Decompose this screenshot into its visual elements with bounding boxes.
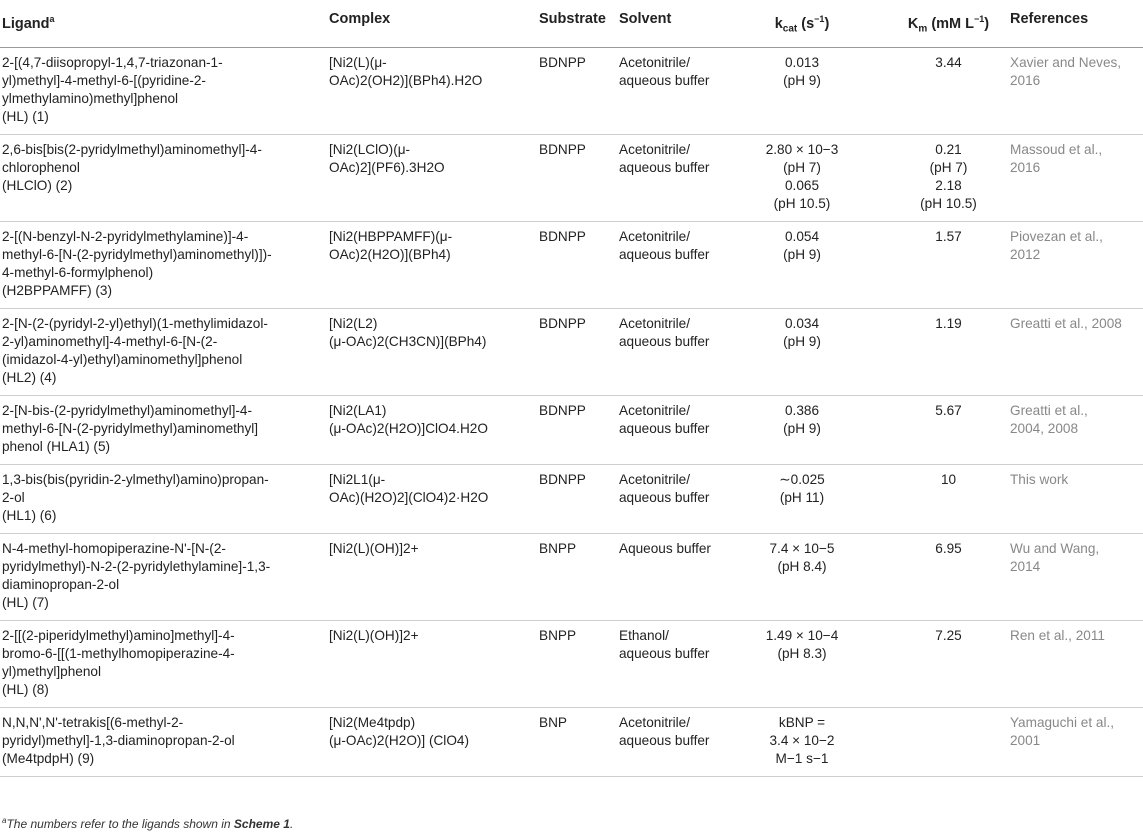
cell-reference [1008,707,1143,776]
kcat-line: M−1 s−1 [775,750,829,766]
cell-solvent [617,464,715,533]
cell-km [891,47,1008,134]
cell-kcat [715,620,891,707]
header-solvent: Solvent [617,4,715,47]
header-ligand: Ligand$^a$ [0,4,327,47]
km-line: 5.67 [935,402,962,418]
kcat-line: (pH 8.3) [777,645,827,661]
ligand-line: 2-[[(2-piperidylmethyl)amino]methyl]-4- [2,627,235,643]
ligand-line: phenol (HLA1) (5) [2,438,111,454]
complex-line: [Ni2(L)(OH)]2+ [329,540,419,556]
ligand-line: 2-yl)aminomethyl]-4-methyl-6-[N-(2- [2,333,218,349]
table-row [0,134,1143,221]
cell-complex [327,308,537,395]
table-row [0,620,1143,707]
ligand-line: 2-[N-(2-(pyridyl-2-yl)ethyl)(1-methylimidazol- [2,315,268,331]
cell-reference [1008,134,1143,221]
kcat-line: (pH 7) [783,159,821,175]
cell-reference [1008,47,1143,134]
ligand-line: N,N,N',N'-tetrakis[(6-methyl-2- [2,714,184,730]
solvent-line: Acetonitrile/ [619,402,691,418]
reference-line: Xavier and Neves, [1010,54,1122,70]
cell-complex [327,221,537,308]
kcat-line: 2.80 × 10−3 [765,141,839,157]
complex-line: OAc)(H2O)2](ClO4)2·H2O [329,489,489,505]
ligand-line: methyl-6-[N-(2-pyridylmethyl)aminomethyl)])- [2,246,272,262]
cell-kcat [715,395,891,464]
cell-ligand [0,620,327,707]
table-row [0,707,1143,776]
complex-line: OAc)2(H2O)](BPh4) [329,246,451,262]
complex-line: [Ni2(HBPPAMFF)(μ- [329,228,453,244]
km-line: 0.21 [935,141,962,157]
cell-substrate: BDNPP [537,308,617,395]
cell-solvent [617,707,715,776]
cell-ligand [0,308,327,395]
reference-line: Greatti et al., [1010,402,1088,418]
cell-kcat [715,308,891,395]
cell-reference [1008,464,1143,533]
cell-complex [327,395,537,464]
km-line: 6.95 [935,540,962,556]
cell-complex [327,620,537,707]
cell-solvent [617,620,715,707]
ligand-line: ylmethylamino)methyl]phenol [2,90,179,106]
ligand-line: yl)methyl]phenol [2,663,101,679]
cell-km [891,134,1008,221]
cell-ligand [0,707,327,776]
km-line: 2.18 [935,177,962,193]
cell-substrate: BNPP [537,533,617,620]
reference-line: Yamaguchi et al., [1010,714,1115,730]
kcat-line: kBNP = [778,714,826,730]
km-line: (pH 10.5) [920,195,977,211]
cell-solvent [617,308,715,395]
solvent-line: Acetonitrile/ [619,141,691,157]
reference-line: 2001 [1010,732,1041,748]
kcat-line: (pH 10.5) [773,195,831,211]
cell-kcat [715,47,891,134]
kcat-line: (pH 9) [783,246,821,262]
solvent-line: aqueous buffer [619,489,710,505]
cell-substrate: BDNPP [537,134,617,221]
cell-complex [327,707,537,776]
reference-line: 2012 [1010,246,1041,262]
cell-reference [1008,620,1143,707]
reference-line: 2004, 2008 [1010,420,1079,436]
complex-line: [Ni2(L)(μ- [329,54,387,70]
cell-kcat [715,533,891,620]
cell-substrate: BNPP [537,620,617,707]
kcat-line: 0.065 [784,177,820,193]
kcat-line: 7.4 × 10−5 [769,540,835,556]
solvent-line: Acetonitrile/ [619,54,691,70]
complex-line: [Ni2(L)(OH)]2+ [329,627,419,643]
cell-substrate: BNP [537,707,617,776]
cell-km [891,707,1008,776]
cell-km [891,395,1008,464]
ligand-line: bromo-6-[[(1-methylhomopiperazine-4- [2,645,235,661]
ligand-line: 2-[N-bis-(2-pyridylmethyl)aminomethyl]-4- [2,402,253,418]
ligand-line: (HLClO) (2) [2,177,73,193]
reference-line: 2016 [1010,159,1041,175]
cell-solvent [617,533,715,620]
kcat-line: 1.49 × 10−4 [765,627,839,643]
km-line: 1.19 [935,315,962,331]
ligand-line: 2-[(N-benzyl-N-2-pyridylmethylamine)]-4- [2,228,249,244]
solvent-line: Acetonitrile/ [619,471,691,487]
ligand-line: (HL) (1) [2,108,49,124]
km-line: 3.44 [935,54,962,70]
kcat-line: (pH 11) [779,489,825,505]
complex-line: [Ni2(LA1) [329,402,387,418]
ligand-line: (H2BPPAMFF) (3) [2,282,113,298]
ligand-line: (HL) (7) [2,594,49,610]
kcat-line: (pH 9) [783,72,821,88]
kcat-line: ∼0.025 [779,471,825,487]
cell-complex [327,134,537,221]
km-line: 10 [940,471,957,487]
complex-line: (μ-OAc)2(H2O)] (ClO4) [329,732,469,748]
complex-line: [Ni2(LClO)(μ- [329,141,411,157]
kcat-line: 0.054 [784,228,820,244]
table-row [0,464,1143,533]
complex-line: (μ-OAc)2(CH3CN)](BPh4) [329,333,487,349]
ligand-line: pyridyl)methyl]-1,3-diaminopropan-2-ol [2,732,235,748]
ligand-line: N-4-methyl-homopiperazine-N'-[N-(2- [2,540,226,556]
complex-line: [Ni2(Me4tpdp) [329,714,416,730]
cell-substrate: BDNPP [537,395,617,464]
complex-line: (μ-OAc)2(H2O)]ClO4.H2O [329,420,488,436]
cell-kcat [715,221,891,308]
cell-solvent [617,47,715,134]
ligand-line: pyridylmethyl)-N-2-(2-pyridylethylamine]-1,3- [2,558,271,574]
cell-km [891,620,1008,707]
kcat-line: (pH 9) [783,420,821,436]
kcat-line: (pH 8.4) [777,558,827,574]
cell-complex [327,464,537,533]
ligand-line: 2-ol [2,489,25,505]
ligand-line: 1,3-bis(bis(pyridin-2-ylmethyl)amino)propan- [2,471,269,487]
km-line: 7.25 [935,627,962,643]
cell-km [891,308,1008,395]
header-complex: Complex [327,4,537,47]
cell-reference [1008,221,1143,308]
ligand-line: 4-methyl-6-formylphenol) [2,264,154,280]
header-references: References [1008,4,1143,47]
header-substrate: Substrate [537,4,617,47]
solvent-line: aqueous buffer [619,159,710,175]
km-line: 1.57 [935,228,962,244]
kcat-line: 0.013 [784,54,820,70]
table-row [0,533,1143,620]
reference-line: 2014 [1010,558,1041,574]
ligand-line: diaminopropan-2-ol [2,576,120,592]
cell-solvent [617,221,715,308]
complex-line: [Ni2L1(μ- [329,471,386,487]
solvent-line: Acetonitrile/ [619,714,691,730]
reference-line: 2016 [1010,72,1041,88]
ligand-line: yl)methyl]-4-methyl-6-[(pyridine-2- [2,72,206,88]
solvent-line: aqueous buffer [619,732,710,748]
km-line: (pH 7) [929,159,968,175]
solvent-line: aqueous buffer [619,72,710,88]
solvent-line: aqueous buffer [619,420,710,436]
kcat-line: 0.034 [784,315,820,331]
cell-kcat [715,707,891,776]
data-table [0,4,1143,777]
complex-line: [Ni2(L2) [329,315,378,331]
cell-substrate: BDNPP [537,464,617,533]
cell-ligand [0,533,327,620]
header-km: $K_m$ (mM $L^{-1}$) [891,4,1008,47]
header-row [0,4,1143,47]
cell-solvent [617,395,715,464]
solvent-line: aqueous buffer [619,333,710,349]
ligand-line: methyl-6-[N-(2-pyridylmethyl)aminomethyl] [2,420,259,436]
footnote: $^a$The numbers refer to the ligands shown in Scheme 1. [2,816,294,831]
reference-line: This work [1010,471,1069,487]
table-body [0,47,1143,776]
ligand-line: (Me4tpdpH) (9) [2,750,95,766]
cell-substrate: BDNPP [537,221,617,308]
cell-ligand [0,395,327,464]
table-row [0,308,1143,395]
reference-line: Ren et al., 2011 [1010,627,1105,643]
cell-substrate: BDNPP [537,47,617,134]
complex-line: OAc)2(OH2)](BPh4).H2O [329,72,483,88]
solvent-line: Acetonitrile/ [619,315,691,331]
ligand-line: (HL) (8) [2,681,49,697]
reference-line: Wu and Wang, [1010,540,1100,556]
ligand-line: (imidazol-4-yl)ethyl)aminomethyl]phenol [2,351,243,367]
reference-line: Massoud et al., [1010,141,1103,157]
cell-ligand [0,47,327,134]
reference-line: Piovezan et al., [1010,228,1103,244]
cell-complex [327,533,537,620]
ligand-line: (HL1) (6) [2,507,57,523]
cell-complex [327,47,537,134]
solvent-line: Aqueous buffer [619,540,711,556]
table-row [0,221,1143,308]
cell-km [891,533,1008,620]
cell-km [891,464,1008,533]
ligand-line: 2-[(4,7-diisopropyl-1,4,7-triazonan-1- [2,54,223,70]
kcat-line: (pH 9) [783,333,821,349]
reference-line: Greatti et al., 2008 [1010,315,1122,331]
cell-ligand [0,464,327,533]
table-row [0,395,1143,464]
header-kcat: $k_{cat}$ $(s^{-1})$ [715,4,891,47]
solvent-line: Ethanol/ [619,627,669,643]
cell-kcat [715,464,891,533]
table-row [0,47,1143,134]
kcat-line: 0.386 [784,402,820,418]
solvent-line: aqueous buffer [619,246,710,262]
cell-solvent [617,134,715,221]
cell-ligand [0,221,327,308]
cell-ligand [0,134,327,221]
ligand-line: chlorophenol [2,159,80,175]
solvent-line: Acetonitrile/ [619,228,691,244]
cell-km [891,221,1008,308]
kcat-line: 3.4 × 10−2 [769,732,835,748]
solvent-line: aqueous buffer [619,645,710,661]
ligand-line: (HL2) (4) [2,369,57,385]
cell-reference [1008,308,1143,395]
ligand-line: 2,6-bis[bis(2-pyridylmethyl)aminomethyl]-4- [2,141,262,157]
complex-line: OAc)2](PF6).3H2O [329,159,445,175]
cell-kcat [715,134,891,221]
cell-reference [1008,533,1143,620]
cell-reference [1008,395,1143,464]
